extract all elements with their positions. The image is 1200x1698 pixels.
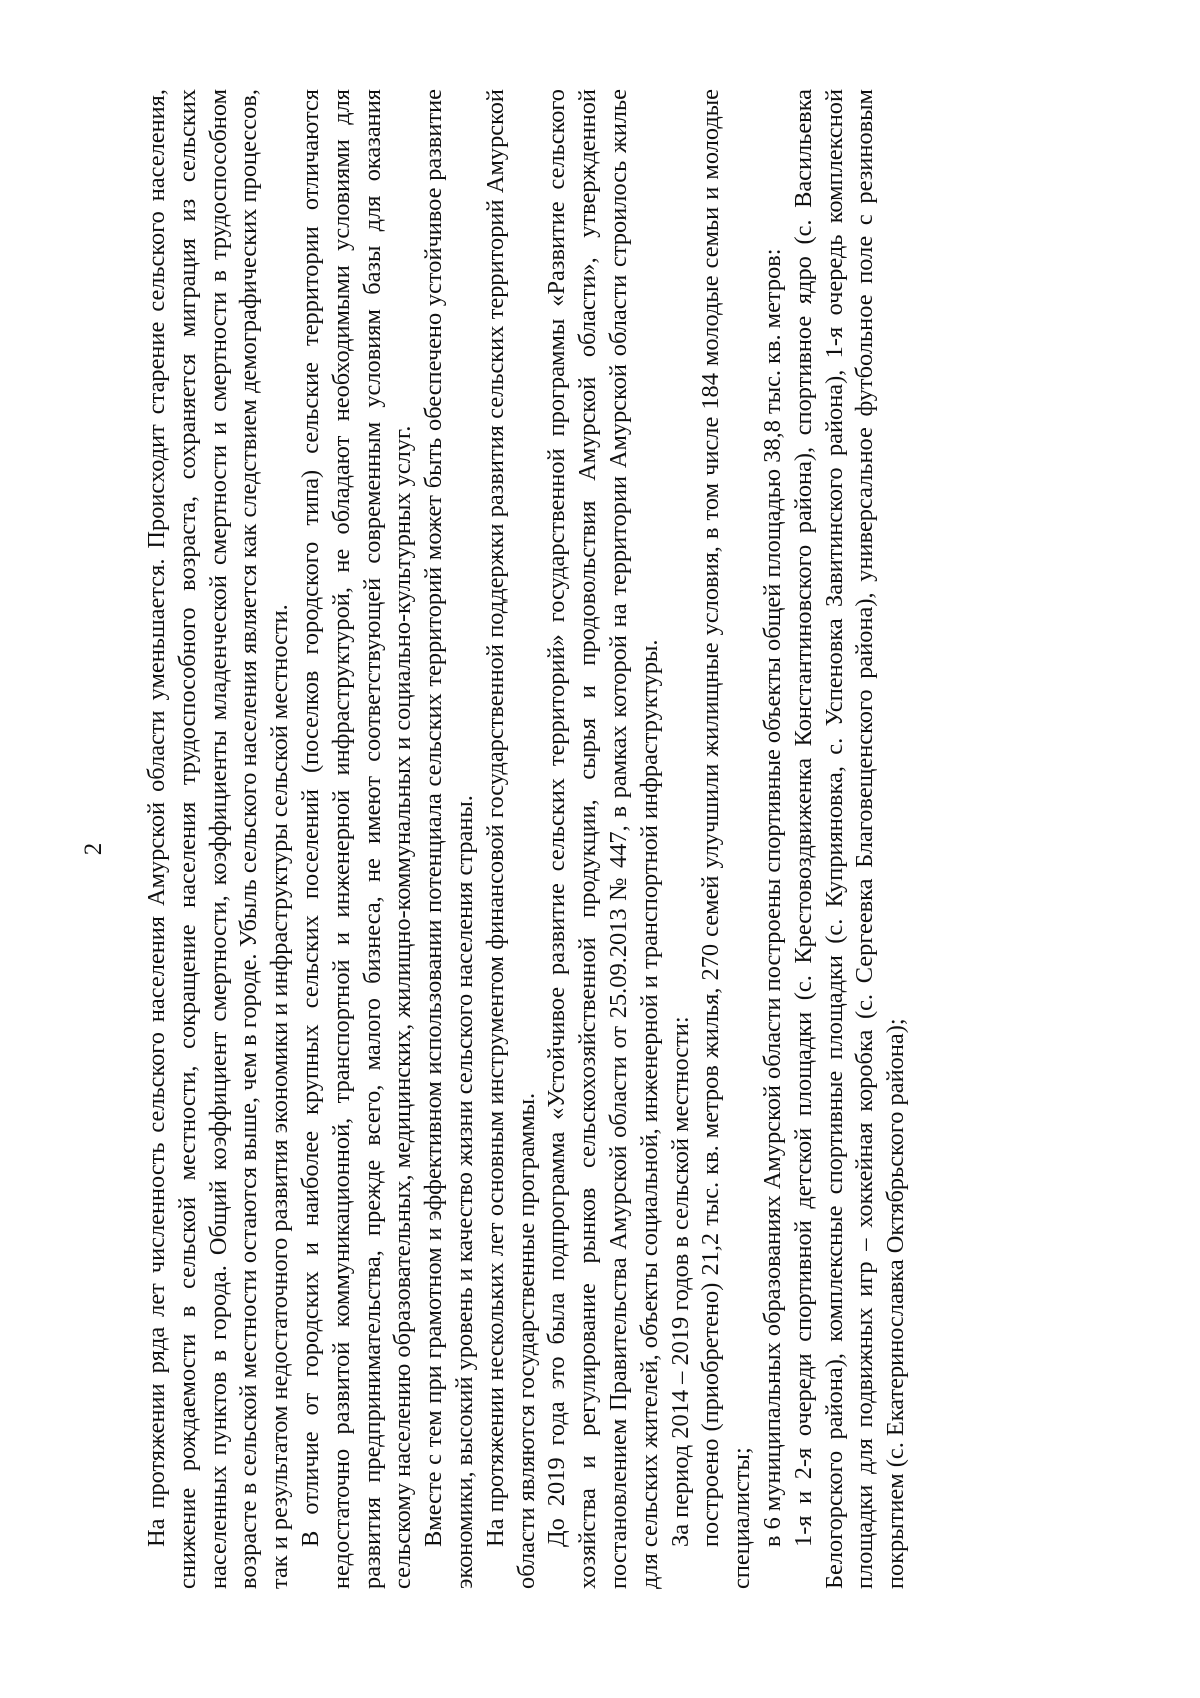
paragraph-sport-list: 1-я и 2-я очереди спортивной детской площадки (с. Крестовоздвиженка Константиновского района), спортивное ядро (с. Васильевка Белогорского района), комплексные спортивные площадки (с. Куприяновка, с. Успеновка Завитинского района), 1-я очередь комплексной площадки для подвижных игр – хоккейная коробка (с. Сергеевка Благовещенского района), универсальное футбольное поле с резиновым покрытием (с. Екатеринославка Октябрьского района); [789, 89, 910, 1589]
paragraph-sport-objects: в 6 муниципальных образованиях Амурской области построены спортивные объекты общей площадью 38,8 тыс. кв. метров: [758, 248, 786, 1547]
paragraph-potential: Вместе с тем при грамотном и эффективном использовании потенциала сельских территорий может быть обеспечено устойчивое развитие экономики, высокий уровень и качество жизни сельского населения страны. [420, 89, 478, 1589]
paragraph-housing: построено (приобретено) 21,2 тыс. кв. метров жилья, 270 семей улучшили жилищные условия, в том числе 184 молодые семьи и молодые специалисты; [697, 89, 756, 1589]
paragraph-demography: На протяжении ряда лет численность сельского населения Амурской области уменьшается. Происходит старение сельского населения, снижение рождаемости в сельской местности, сокращение населения трудоспособного возраста, сохраняется миграция из сельских населенных пунктов в города. Общий коэффициент смертности, коэффициенты младенческой смертности и смертности в трудоспособном возрасте в сельской местности остаются выше, чем в городе. Убыль сельского населения является как следствием демографических процессов, так и результатом недостаточного развития экономики и инфраструктуры сельской местности. [143, 89, 294, 1589]
document-body [142, 89, 912, 1589]
rotated-document [80, 69, 1120, 1629]
page-number: 2 [80, 842, 107, 856]
paragraph-state-programs: На протяжении нескольких лет основным инструментом финансовой государственной поддержки развития сельских территорий Амурской области являются государственные программы. [481, 89, 540, 1589]
paragraph-period: За период 2014 – 2019 годов в сельской местности: [666, 1016, 694, 1547]
paragraph-infrastructure: В отличие от городских и наиболее крупных сельских поселений (поселков городского типа) сельские территории отличаются недостаточно развитой коммуникационной, транспортной и инженерной инфраструктурой, не обладают необходимыми условиями для развития предпринимательства, прежде всего, малого бизнеса, не имеют соответствующей современным условиям базы для оказания сельскому населению образовательных, медицинских, жилищно-коммунальных и социально-культурных услуг. [296, 89, 417, 1589]
paragraph-subprogram: До 2019 года это была подпрограмма «Устойчивое развитие сельских территорий» государственной программы «Развитие сельского хозяйства и регулирование рынков сельскохозяйственной продукции, сырья и продовольствия Амурской области», утвержденной постановлением Правительства Амурской области от 25.09.2013 № 447, в рамках которой на территории Амурской области строилось жилье для сельских жителей, объекты социальной, инженерной и транспортной инфраструктуры. [543, 89, 663, 1589]
